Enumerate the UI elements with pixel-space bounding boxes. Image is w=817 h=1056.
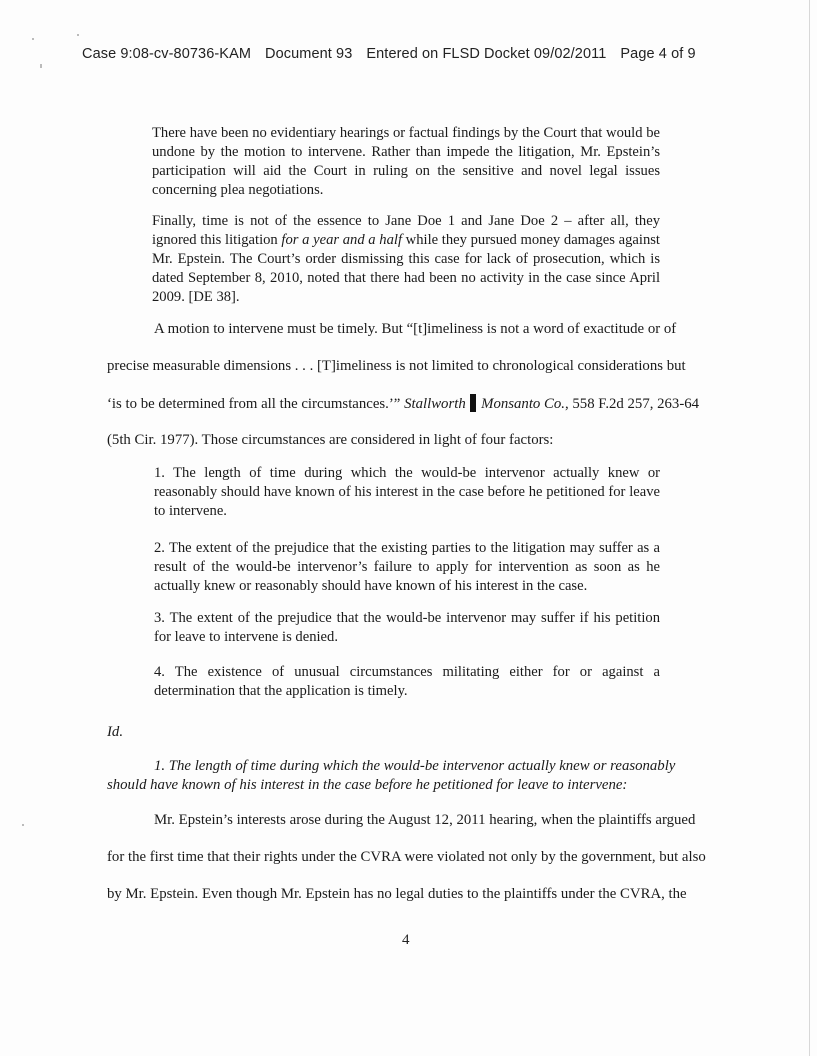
block-quote-2: [152, 212, 660, 307]
para1-line-3: [107, 394, 709, 414]
id-citation-text: Id.: [107, 724, 124, 740]
para2-line-2: for the first time that their rights under the CVRA were violated not only by the government, but also: [107, 849, 706, 865]
quote2-emphasis: for a year and a half: [281, 232, 402, 248]
para2-line-1: Mr. Epstein’s interests arose during the August 12, 2011 hearing, when the plaintiffs argued: [154, 812, 696, 828]
quote2-text-cont: while they pursued money damages against Mr. Epstein. The Court’s order dismissing this case for lack of prosecution, which is dated September 8, 2010, noted that there had been no activity in the case since April 2009. [DE 38].: [152, 232, 660, 305]
scan-speck: [32, 38, 34, 40]
redaction-mark: [470, 394, 476, 412]
scan-speck: [22, 824, 24, 826]
para1-line-2: precise measurable dimensions . . . [T]imeliness is not limited to chronological considerations but: [107, 358, 686, 374]
page-number: 4: [402, 932, 410, 948]
case-name-stallworth: Stallworth: [404, 396, 466, 412]
factor-2: 2. The extent of the prejudice that the existing parties to the litigation may suffer as a result of the would-be intervenor’s failure to apply for intervention as soon as he actually knew or reasonably should have known of his interest in the case.: [154, 540, 660, 594]
heading-factor-1-line-1: [107, 757, 756, 776]
citation: , 558 F.2d 257, 263-64: [565, 396, 700, 412]
para1-line-4: (5th Cir. 1977). Those circumstances are considered in light of four factors:: [107, 432, 554, 448]
id-citation: [107, 723, 709, 742]
heading-factor-1-text: 1. The length of time during which the would-be intervenor actually knew or reasonably: [154, 758, 676, 774]
scan-edge-line: [809, 0, 810, 1056]
factor-4: 4. The existence of unusual circumstances militating either for or against a determination that the application is timely.: [154, 664, 660, 699]
header-case-number: Case 9:08-cv-80736-KAM: [82, 46, 252, 62]
factor-1: 1. The length of time during which the would-be intervenor actually knew or reasonably should have known of his interest in the case before he petitioned for leave to intervene.: [154, 465, 660, 519]
heading-factor-1-text-cont: should have known of his interest in the case before he petitioned for leave to intervene:: [107, 777, 628, 793]
docket-header: [82, 46, 710, 62]
case-name-monsanto: Monsanto Co.: [481, 396, 565, 412]
block-quote-1: There have been no evidentiary hearings or factual findings by the Court that would be undone by the motion to intervene. Rather than impede the litigation, Mr. Epstein’s participation will aid the Court in ruling on the sensitive and novel legal issues concerning plea negotiations.: [152, 125, 660, 198]
factor-3: 3. The extent of the prejudice that the would-be intervenor may suffer if his petition for leave to intervene is denied.: [154, 610, 660, 645]
heading-factor-1-line-2: [107, 776, 709, 795]
quote2-text: Finally, time is not of the essence to Jane Doe 1 and Jane Doe 2 – after all, they ignored this litigation: [152, 213, 660, 248]
scan-speck: [77, 34, 79, 36]
header-document: Document 93: [265, 46, 353, 62]
header-entered: Entered on FLSD Docket 09/02/2011: [366, 46, 607, 62]
scan-speck: [40, 64, 42, 68]
para1-line-3-text: ‘is to be determined from all the circumstances.’”: [107, 396, 401, 412]
para2-line-3: by Mr. Epstein. Even though Mr. Epstein has no legal duties to the plaintiffs under the CVRA, the: [107, 886, 687, 902]
para1-line-1: A motion to intervene must be timely. But “[t]imeliness is not a word of exactitude or of: [154, 321, 677, 337]
header-page: Page 4 of 9: [620, 46, 696, 62]
